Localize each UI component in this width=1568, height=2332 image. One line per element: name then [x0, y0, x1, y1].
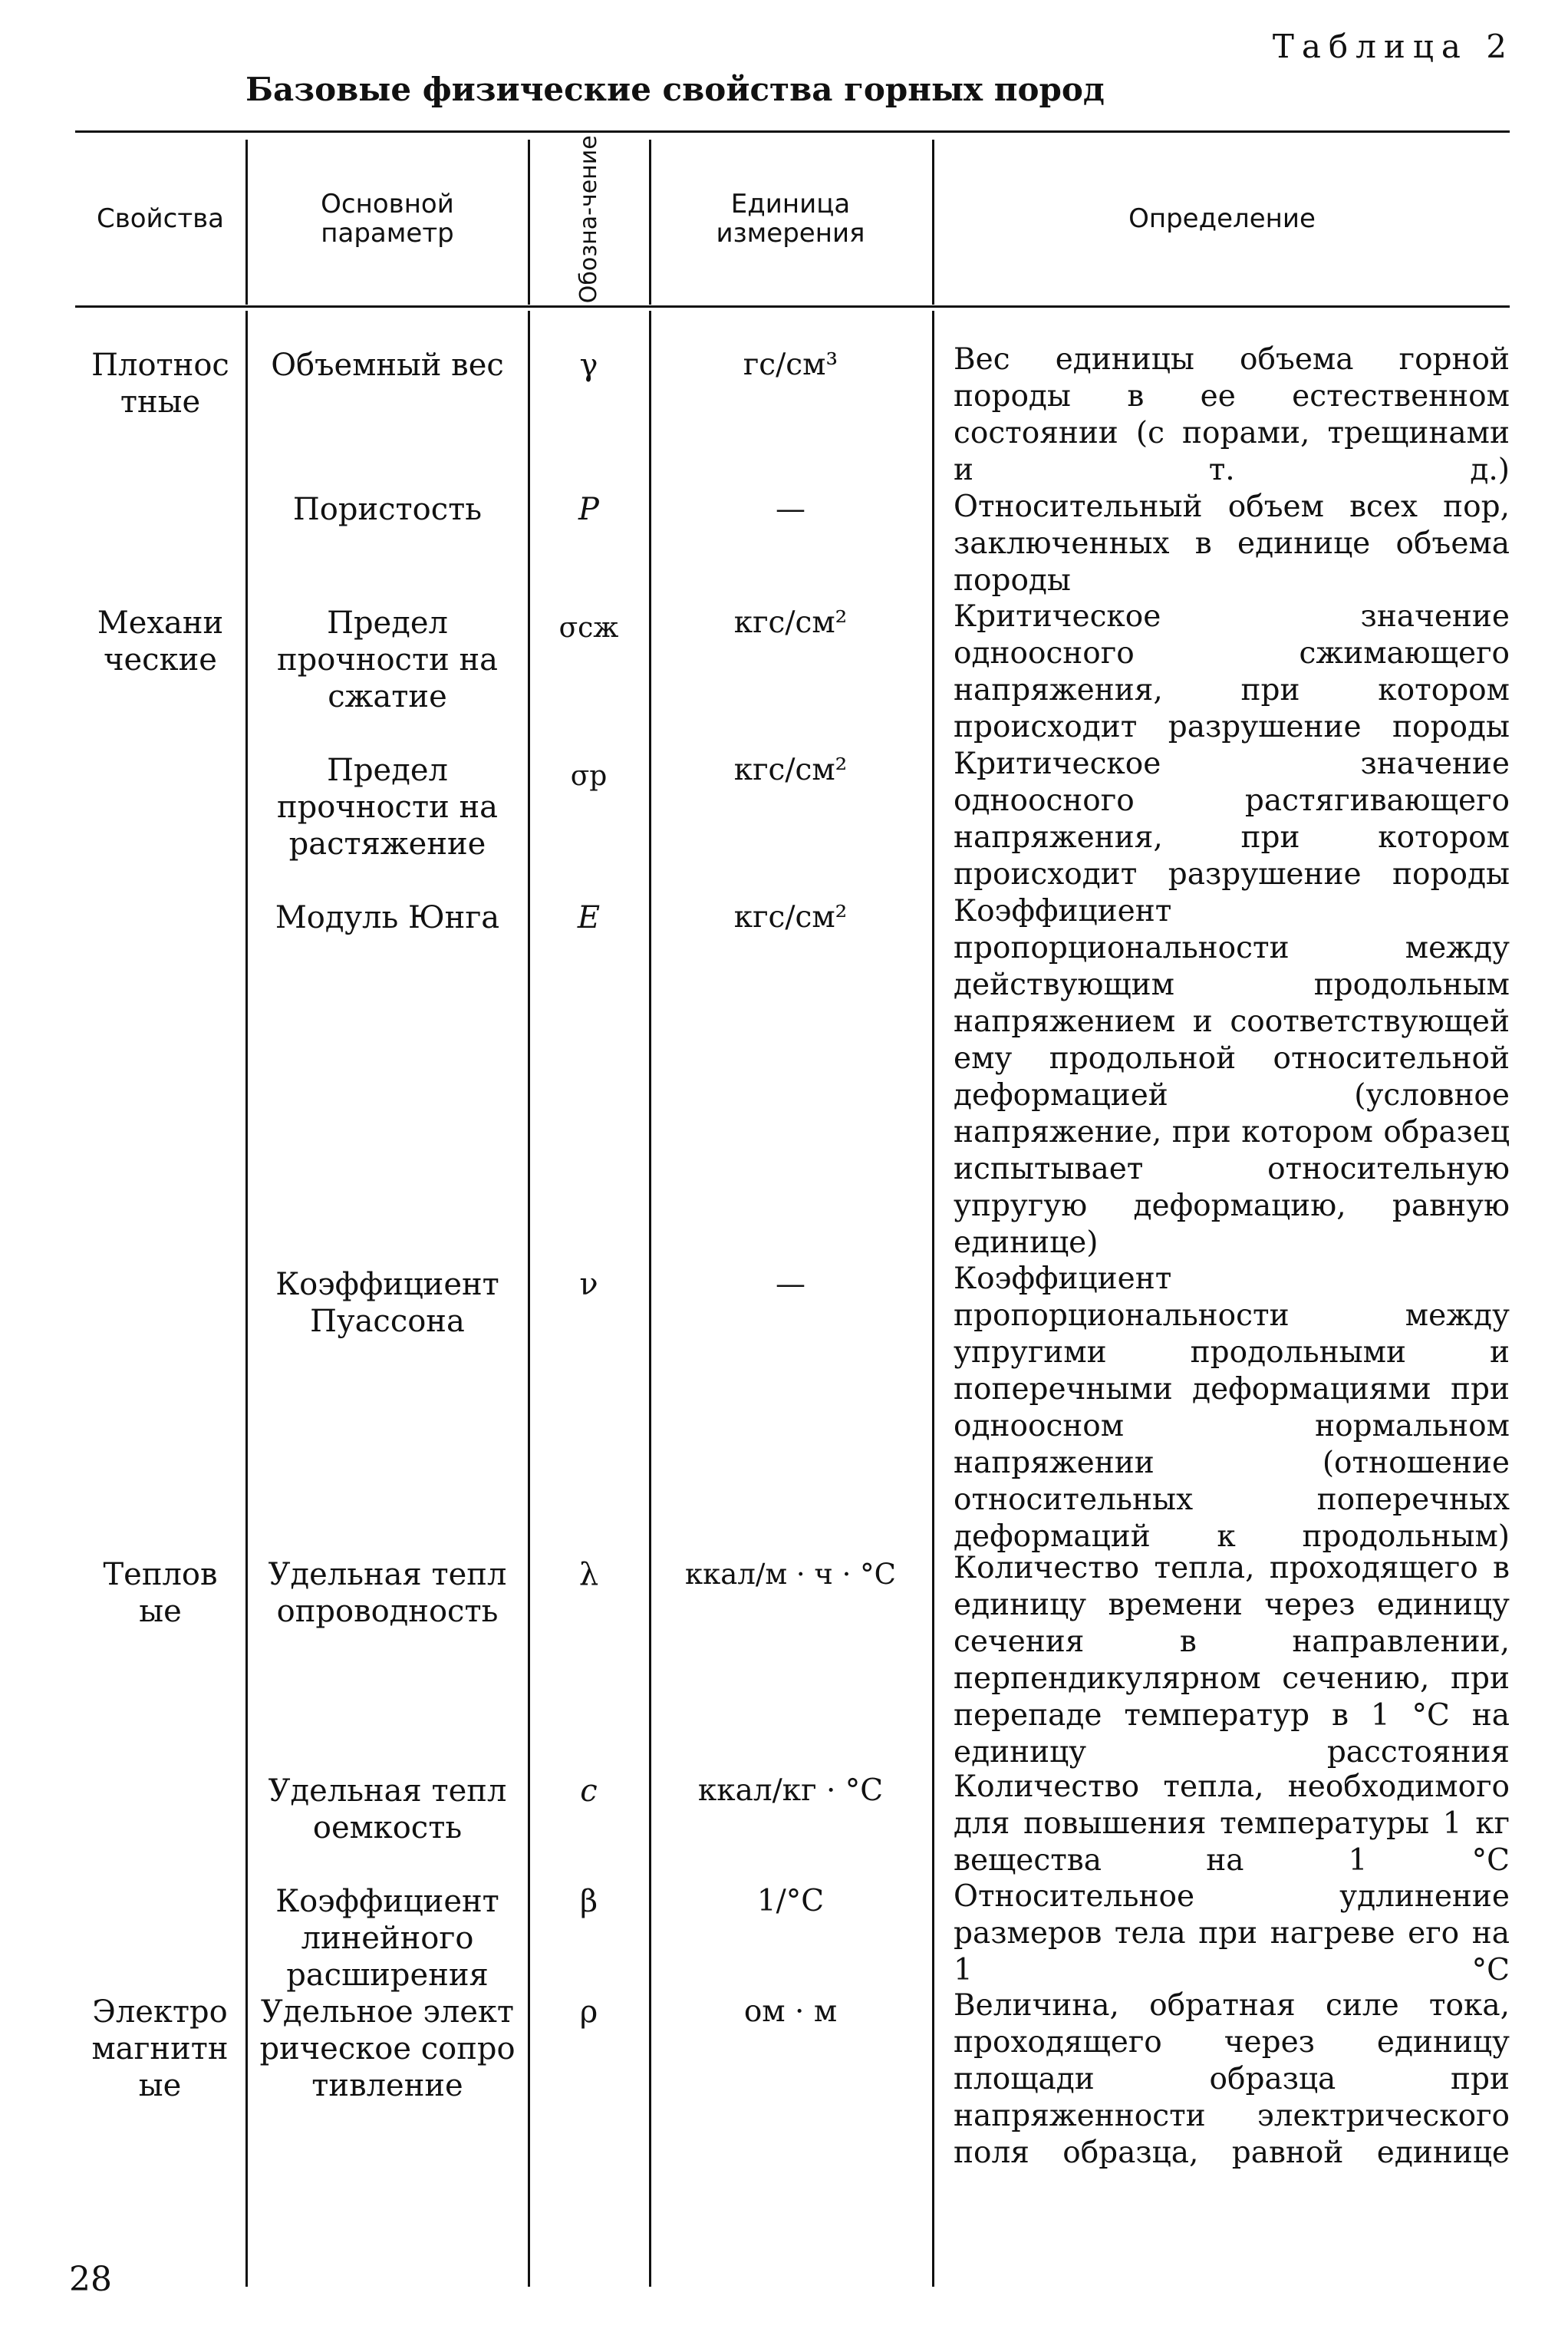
- table-title: Базовые физические свойства горных пород: [245, 71, 1105, 108]
- header-symbol: [529, 137, 648, 302]
- group-thermal: Тепловые: [103, 1557, 218, 1629]
- table-header-rule: [75, 305, 1510, 308]
- parameter-bulk-weight: Объемный вес: [271, 348, 504, 383]
- unit-bulk-weight: гс/см³: [743, 348, 838, 382]
- unit-porosity: —: [776, 492, 805, 526]
- symbol-resistivity: ρ: [579, 1994, 598, 2030]
- header-property: [75, 134, 245, 303]
- header-parameter: [247, 134, 528, 303]
- unit-thermal-conductivity: ккал/м · ч · °C: [685, 1558, 896, 1591]
- parameter-thermal-conductivity: Удельная теплопроводность: [268, 1557, 507, 1629]
- definition-young-modulus: Коэффициент пропорциональности между действующим продольным напряжением и соответствующей ему продольной относительной деформацией (условное напряжение, при котором образец испытывает относительную упругую деформацию, равную единице): [954, 894, 1510, 1260]
- symbol-young-modulus: E: [577, 900, 601, 935]
- parameter-young-modulus: Модуль Юнга: [275, 900, 500, 935]
- group-density: Плотностные: [91, 348, 229, 420]
- unit-resistivity: ом · м: [743, 1994, 838, 2029]
- definition-compressive-strength: Критическое значение одноосного сжимающего напряжения, при котором происходит разрушение породы: [954, 599, 1510, 744]
- definition-heat-capacity: Количество тепла, необходимого для повышения температуры 1 кг вещества на 1 °C: [954, 1770, 1510, 1878]
- symbol-porosity: P: [578, 492, 599, 527]
- header-unit-text: Единица измерения: [716, 188, 865, 249]
- unit-young-modulus: кгс/см²: [733, 900, 848, 935]
- symbol-poisson-ratio: ν: [579, 1267, 598, 1302]
- page-number: 28: [69, 2260, 112, 2299]
- symbol-compressive-strength: σсж: [558, 612, 619, 644]
- definition-porosity: Относительный объем всех пор, заключенных в единице объема породы: [954, 490, 1510, 598]
- unit-compressive-strength: кгс/см²: [733, 605, 848, 640]
- column-divider-1-body: [245, 311, 248, 2287]
- parameter-resistivity: Удельное электрическое сопротивление: [259, 1994, 516, 2103]
- table-top-rule: [75, 130, 1510, 133]
- parameter-porosity: Пористость: [292, 492, 483, 527]
- definition-resistivity: Величина, обратная силе тока, проходящего через единицу площади образца при напряженности электрического поля образца, равной единице: [954, 1988, 1510, 2170]
- group-electromagnetic: Электромагнитные: [91, 1994, 229, 2103]
- header-unit: [651, 134, 931, 303]
- symbol-tensile-strength: σр: [570, 760, 608, 792]
- header-symbol-text: Обозна-чение: [575, 135, 602, 303]
- parameter-compressive-strength: Предел прочности на сжатие: [277, 605, 498, 714]
- definition-bulk-weight: Вес единицы объема горной породы в ее естественном состоянии (с порами, трещинами и т. д.): [954, 342, 1510, 487]
- definition-thermal-expansion: Относительное удлинение размеров тела при нагреве его на 1 °C: [954, 1879, 1510, 1987]
- definition-tensile-strength: Критическое значение одноосного растягивающего напряжения, при котором происходит разрушение породы: [954, 747, 1510, 892]
- table-label: Таблица 2: [1272, 28, 1514, 65]
- header-property-text: Свойства: [96, 203, 225, 234]
- symbol-heat-capacity: c: [580, 1773, 598, 1809]
- unit-tensile-strength: кгс/см²: [733, 753, 848, 787]
- symbol-bulk-weight: γ: [579, 348, 598, 383]
- group-mechanical: Механические: [97, 605, 224, 678]
- parameter-tensile-strength: Предел прочности на растяжение: [277, 753, 498, 862]
- definition-thermal-conductivity: Количество тепла, проходящего в единицу времени через единицу сечения в направлении, перпендикулярном сечению, при перепаде температур в 1 °C на единицу расстояния: [954, 1551, 1510, 1770]
- symbol-thermal-conductivity: λ: [578, 1557, 599, 1592]
- unit-heat-capacity: ккал/кг · °C: [697, 1773, 884, 1808]
- unit-poisson-ratio: —: [776, 1267, 805, 1301]
- header-definition: [934, 134, 1510, 303]
- parameter-thermal-expansion: Коэффициент линейного расширения: [275, 1884, 499, 1993]
- unit-thermal-expansion: 1/°C: [756, 1884, 825, 1918]
- parameter-poisson-ratio: Коэффициент Пуассона: [275, 1267, 499, 1339]
- header-definition-text: Определение: [1128, 203, 1316, 234]
- parameter-heat-capacity: Удельная теплоемкость: [268, 1773, 507, 1845]
- symbol-thermal-expansion: β: [579, 1884, 598, 1919]
- definition-poisson-ratio: Коэффициент пропорциональности между упругими продольными и поперечными деформациями при одноосном нормальном напряжении (отношение относительных поперечных деформаций к продольным): [954, 1262, 1510, 1554]
- column-divider-4-body: [932, 311, 934, 2287]
- header-parameter-text: Основной параметр: [321, 188, 454, 249]
